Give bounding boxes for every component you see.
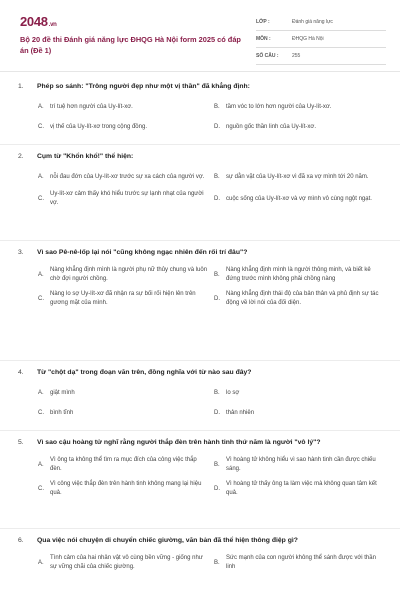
option-letter: B. [214, 173, 220, 180]
option-letter: D. [214, 195, 220, 202]
answer-options [38, 100, 382, 134]
option-letter: D. [214, 409, 220, 416]
question-divider [0, 528, 400, 529]
option-a[interactable] [38, 170, 208, 184]
question-text: Cụm từ "Khổn khổ!" thể hiện: [37, 153, 134, 160]
option-letter: A. [38, 389, 44, 396]
option-letter: B. [214, 461, 220, 468]
option-text: cuộc sống của Uy-lít-xơ và vợ mình vô cùng ngột ngạt. [226, 195, 372, 202]
option-text: nguồn gốc thần linh của Uy-lít-xơ. [226, 123, 316, 130]
option-text: Nàng khẳng định mình là người phụ nữ thủy chung và luôn chờ đợi người chồng. [50, 267, 208, 282]
question-divider [0, 360, 400, 361]
option-b[interactable] [214, 386, 384, 400]
question-text: Phép so sánh: "Trông người đẹp như một vị thần" đã khẳng định: [37, 83, 250, 90]
option-b[interactable] [214, 456, 384, 474]
question-number: 1. [18, 83, 24, 90]
option-c[interactable] [38, 120, 208, 134]
option-letter: B. [214, 271, 220, 278]
question-1 [18, 82, 382, 134]
question-header [18, 152, 382, 161]
exam-meta [256, 14, 386, 65]
answer-options [38, 386, 382, 420]
option-text: Tình cảm của hai nhân vật vô cùng bền vững - giống như sự vững chãi của chiếc giường. [50, 555, 203, 570]
question-text: Qua việc nói chuyện di chuyển chiếc giường, văn bản đã thể hiện thông điệp gì? [37, 537, 298, 544]
question-header [18, 82, 382, 91]
option-a[interactable] [38, 100, 208, 114]
meta-class-value: Đánh giá năng lực [292, 19, 333, 25]
option-text: lo sợ [226, 389, 240, 396]
option-letter: C. [38, 409, 44, 416]
option-c[interactable] [38, 290, 208, 308]
question-5 [18, 438, 382, 498]
option-b[interactable] [214, 100, 384, 114]
question-text: Từ "chột dạ" trong đoạn văn trên, đồng nghĩa với từ nào sau đây? [37, 369, 252, 376]
site-logo[interactable] [20, 14, 57, 29]
option-a[interactable] [38, 266, 208, 284]
option-text: Nàng khẳng định mình là người thông minh, và biết kẻ đứng trước mình không phải chồng nàng [226, 267, 371, 282]
question-number: 5. [18, 439, 24, 446]
option-d[interactable] [214, 406, 384, 420]
meta-class-row [256, 14, 386, 31]
option-text: Uy-lít-xơ cảm thấy khó hiểu trước sự lạnh nhạt của người vợ. [50, 191, 204, 206]
option-text: giật mình [50, 389, 75, 396]
option-letter: A. [38, 103, 44, 110]
option-letter: C. [38, 485, 44, 492]
question-4 [18, 368, 382, 420]
question-divider [0, 240, 400, 241]
meta-class-label: LỚP : [256, 19, 270, 25]
question-2 [18, 152, 382, 208]
page-header [20, 14, 382, 66]
option-a[interactable] [38, 554, 208, 572]
meta-count-value: 255 [292, 53, 301, 59]
option-text: bình tĩnh [50, 409, 74, 416]
meta-count-row [256, 48, 386, 65]
option-text: Vì ông ta không thể tìm ra mục đích của công việc thắp đèn. [50, 457, 197, 472]
question-text: Vì sao cậu hoàng tử nghĩ rằng người thắp đèn trên hành tinh thứ năm là người "vô lý"? [37, 439, 321, 446]
option-text: Vì công việc thắp đèn trên hành tinh không mang lại hiệu quả. [50, 481, 202, 496]
option-letter: A. [38, 271, 44, 278]
option-c[interactable] [38, 190, 208, 208]
option-b[interactable] [214, 554, 384, 572]
option-b[interactable] [214, 266, 384, 284]
option-c[interactable] [38, 480, 208, 498]
option-letter: A. [38, 173, 44, 180]
question-header [18, 368, 382, 377]
option-a[interactable] [38, 456, 208, 474]
option-letter: A. [38, 559, 44, 566]
option-d[interactable] [214, 120, 384, 134]
option-text: sự dằn vặt của Uy-lít-xơ vì đã xa vợ mình tới 20 năm. [226, 173, 369, 180]
option-d[interactable] [214, 480, 384, 498]
answer-options [38, 456, 382, 498]
option-a[interactable] [38, 386, 208, 400]
option-text: Nàng khẳng định thái độ của bản thân và phủ định sự tác động về lời nói của đối diện. [226, 291, 379, 306]
option-text: thản nhiên [226, 409, 255, 416]
option-text: vị thế của Uy-lít-xơ trong cộng đồng. [50, 123, 147, 130]
option-text: nỗi đau đớn của Uy-lít-xơ trước sự xa cách của người vợ. [50, 173, 205, 180]
meta-subject-value: ĐHQG Hà Nội [292, 36, 324, 42]
option-text: Sức mạnh của con người không thể sánh được với thần linh [226, 555, 376, 570]
option-text: Nàng lo sợ Uy-lít-xơ đã nhận ra sự bối rối hiện lên trên gương mặt của mình. [50, 291, 196, 306]
question-text: Vì sao Pê-nê-lốp lại nói "cũng không ngạc nhiên đến rối trí đâu"? [37, 249, 248, 256]
option-c[interactable] [38, 406, 208, 420]
answer-options [38, 554, 382, 572]
option-letter: B. [214, 103, 220, 110]
question-6 [18, 536, 382, 572]
option-text: tầm vóc to lớn hơn người của Uy-lít-xơ. [226, 103, 332, 110]
option-letter: A. [38, 461, 44, 468]
option-text: Vì hoàng tử không hiểu vì sao hành tinh cần được chiếu sáng. [226, 457, 376, 472]
option-letter: D. [214, 295, 220, 302]
question-header [18, 536, 382, 545]
meta-subject-row [256, 31, 386, 48]
option-letter: C. [38, 195, 44, 202]
question-header [18, 248, 382, 257]
option-text: trí tuệ hơn người của Uy-lít-xơ. [50, 103, 133, 110]
question-header [18, 438, 382, 447]
question-divider [0, 144, 400, 145]
option-d[interactable] [214, 290, 384, 308]
question-number: 2. [18, 153, 24, 160]
question-3 [18, 248, 382, 308]
meta-count-label: SỐ CÂU : [256, 53, 279, 59]
question-number: 4. [18, 369, 24, 376]
question-number: 6. [18, 537, 24, 544]
question-divider [0, 430, 400, 431]
option-letter: D. [214, 485, 220, 492]
option-letter: C. [38, 295, 44, 302]
meta-subject-label: MÔN : [256, 36, 271, 42]
answer-options [38, 266, 382, 308]
option-letter: C. [38, 123, 44, 130]
question-number: 3. [18, 249, 24, 256]
answer-options [38, 170, 382, 208]
option-d[interactable] [214, 190, 384, 208]
option-letter: B. [214, 559, 220, 566]
logo-main: 2048 [20, 14, 48, 29]
option-letter: B. [214, 389, 220, 396]
option-letter: D. [214, 123, 220, 130]
option-b[interactable] [214, 170, 384, 184]
option-text: Vì hoàng tử thấy ông ta làm việc mà không quan tâm kết quả. [226, 481, 377, 496]
header-divider [0, 71, 400, 72]
logo-suffix: .vn [48, 22, 57, 28]
exam-title: Bộ 20 đề thi Đánh giá năng lực ĐHQG Hà Nội form 2025 có đáp án (Đề 1) [20, 35, 241, 55]
